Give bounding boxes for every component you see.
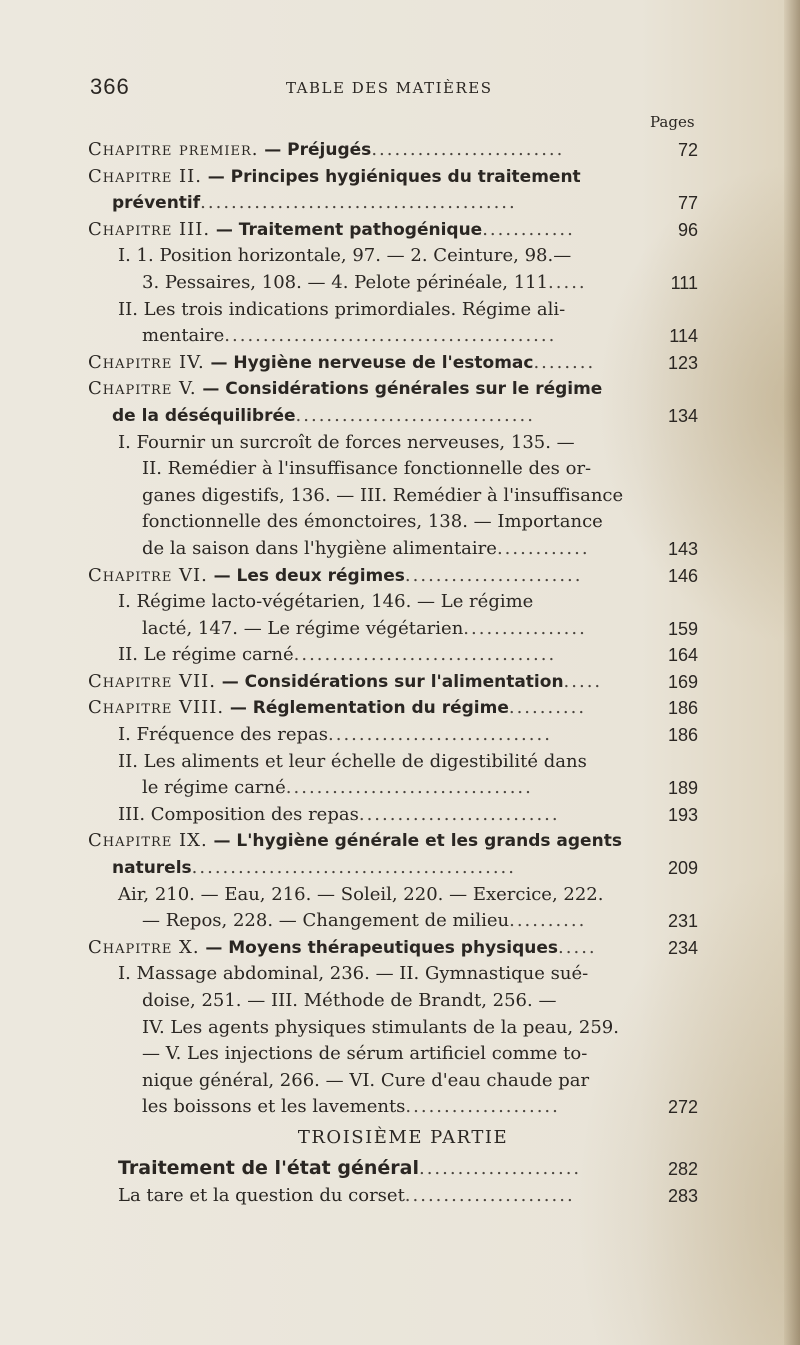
chapter-title: — Considérations générales sur le régime [202, 379, 603, 400]
page-ref: 134 [667, 405, 698, 426]
chapter-label: Chapitre VII. [88, 670, 216, 692]
section-text: I. Régime lacto-végétarien, 146. — Le régime [118, 591, 534, 613]
section-line: — V. Les injections de sérum artificiel comme to- [142, 1043, 588, 1065]
page-ref: 169 [667, 671, 698, 692]
chapter-title: — Hygiène nerveuse de l'estomac [210, 352, 534, 373]
section-line: doise, 251. — III. Méthode de Brandt, 256. — [142, 990, 557, 1011]
part-entry-text: La tare et la question du corset [118, 1184, 405, 1206]
toc-section: I. Fournir un surcroît de forces nerveuses, 135. — II. Remédier à l'insuffisance fonctionnelle des or- ganes digestifs, 136. — III. Remédier à l'insuffisance fonctionnelle des émonctoires, 138. — Importance de la saison dans l'hygiène alimentaire............ 143 [88, 430, 698, 563]
chapter-label: Chapitre IV. [88, 351, 205, 373]
toc-chapter-6: Chapitre VI. — Les deux régimes....................... 146 [88, 563, 698, 590]
page-ref: 114 [669, 326, 698, 347]
toc-section: II. Le régime carné.................................. 164 [88, 642, 698, 669]
section-text-cont: 3. Pessaires, 108. — 4. Pelote périnéale, 111 [142, 271, 549, 293]
section-line: de la saison dans l'hygiène alimentaire [142, 537, 497, 559]
section-line: fonctionnelle des émonctoires, 138. — Importance [142, 511, 603, 533]
chapter-title: — Considérations sur l'alimentation [221, 671, 564, 692]
page-ref: 164 [667, 645, 698, 666]
section-text: I. 1. Position horizontale, 97. — 2. Ceinture, 98.— [118, 245, 572, 267]
page-header [90, 74, 680, 104]
running-title: TABLE DES MATIÈRES [286, 79, 493, 97]
chapter-title: — Préjugés [264, 140, 372, 160]
chapter-label: Chapitre V. [88, 378, 197, 400]
toc-section: I. 1. Position horizontale, 97. — 2. Ceinture, 98.— 3. Pessaires, 108. — 4. Pelote périnéale, 111..... 111 [88, 243, 698, 296]
toc-section: I. Massage abdominal, 236. — II. Gymnastique sué- doise, 251. — III. Méthode de Brandt, 256. — IV. Les agents physiques stimulants de la peau, 259. — V. Les injections de sérum artificiel comme to- nique général, 266. — VI. Cure d'eau chaude par les boissons et les lavements.................... 272 [88, 961, 698, 1121]
pages-column-label: Pages [650, 113, 695, 131]
chapter-title: — L'hygiène générale et les grands agents [213, 831, 622, 852]
section-text: II. Les aliments et leur échelle de digestibilité dans [118, 750, 587, 772]
page-ref: 282 [667, 1158, 698, 1179]
chapter-title-cont: naturels [112, 858, 192, 879]
toc-section: I. Régime lacto-végétarien, 146. — Le régime lacté, 147. — Le régime végétarien................ 159 [88, 589, 698, 642]
toc-chapter-7: Chapitre VII. — Considérations sur l'alimentation..... 169 [88, 669, 698, 696]
chapter-label: Chapitre X. [88, 936, 200, 958]
chapter-label: Chapitre VI. [88, 564, 208, 586]
page-ref: 189 [667, 778, 698, 799]
section-text-cont: le régime carné [142, 777, 286, 799]
page-number: 366 [90, 74, 130, 99]
part-entry-title: Traitement de l'état général [118, 1156, 419, 1179]
page-ref: 231 [667, 911, 698, 932]
part-title: TROISIÈME PARTIE [297, 1126, 509, 1148]
chapter-title: — Réglementation du régime [229, 698, 509, 719]
chapter-label: Chapitre III. [88, 218, 211, 240]
page-ref: 77 [677, 193, 698, 214]
chapter-title-cont: préventif [112, 193, 201, 214]
toc-chapter-2: Chapitre II. — Principes hygiéniques du traitement préventif......................................... 77 [88, 164, 698, 217]
table-of-contents [88, 137, 698, 1209]
toc-section: II. Les aliments et leur échelle de digestibilité dans le régime carné................................ 189 [88, 749, 698, 802]
page-ref: 272 [667, 1097, 698, 1118]
page-ref: 146 [667, 565, 698, 586]
section-text-cont: mentaire [142, 325, 225, 347]
toc-chapter-9: Chapitre IX. — L'hygiène générale et les grands agents naturels.......................................... 209 [88, 828, 698, 881]
page-ref: 193 [667, 804, 698, 825]
page-ref: 123 [667, 352, 698, 373]
section-text: III. Composition des repas [118, 803, 359, 825]
chapter-title-cont: de la déséquilibrée [112, 405, 296, 426]
page-ref: 159 [667, 618, 698, 639]
toc-chapter-4: Chapitre IV. — Hygiène nerveuse de l'estomac........ 123 [88, 350, 698, 377]
page-ref: 209 [667, 858, 698, 879]
toc-chapter-1: Chapitre premier. — Préjugés......................... 72 [88, 137, 698, 164]
section-line: I. Massage abdominal, 236. — II. Gymnastique sué- [118, 963, 589, 985]
chapter-label: Chapitre II. [88, 165, 202, 187]
section-line: IV. Les agents physiques stimulants de la peau, 259. [142, 1016, 619, 1038]
chapter-title: — Les deux régimes [213, 565, 405, 586]
page-ref: 186 [667, 698, 698, 719]
page-ref: 143 [667, 538, 698, 559]
toc-part-entry: La tare et la question du corset...................... 283 [88, 1183, 698, 1210]
page-ref: 72 [677, 140, 698, 160]
page-ref: 111 [670, 272, 698, 293]
page-edge-shadow [784, 0, 800, 1345]
section-text: II. Le régime carné [118, 644, 294, 666]
section-text: I. Fréquence des repas [118, 724, 328, 746]
section-line: II. Remédier à l'insuffisance fonctionnelle des or- [142, 458, 592, 480]
toc-part-entry: Traitement de l'état général..................... 282 [88, 1155, 698, 1183]
section-line: I. Fournir un surcroît de forces nerveuses, 135. — [118, 431, 575, 453]
chapter-title: — Moyens thérapeutiques physiques [205, 937, 559, 958]
chapter-title: — Traitement pathogénique [215, 219, 483, 240]
section-text: II. Les trois indications primordiales. Régime ali- [118, 298, 566, 320]
toc-chapter-3: Chapitre III. — Traitement pathogénique............ 96 [88, 217, 698, 244]
chapter-title: — Principes hygiéniques du traitement [207, 166, 581, 187]
section-line: ganes digestifs, 136. — III. Remédier à l'insuffisance [142, 484, 624, 506]
section-line: les boissons et les lavements [142, 1096, 406, 1118]
section-text-cont: lacté, 147. — Le régime végétarien [142, 617, 464, 639]
page-ref: 96 [677, 219, 698, 240]
toc-section: Air, 210. — Eau, 216. — Soleil, 220. — Exercice, 222. — Repos, 228. — Changement de milieu.......... 231 [88, 882, 698, 935]
page-ref: 186 [667, 725, 698, 746]
toc-chapter-8: Chapitre VIII. — Réglementation du régime.......... 186 [88, 695, 698, 722]
toc-chapter-10: Chapitre X. — Moyens thérapeutiques physiques..... 234 [88, 935, 698, 962]
toc-section: I. Fréquence des repas............................. 186 [88, 722, 698, 749]
toc-section: III. Composition des repas.......................... 193 [88, 802, 698, 829]
section-line: nique général, 266. — VI. Cure d'eau chaude par [142, 1069, 590, 1091]
toc-section: II. Les trois indications primordiales. Régime ali- mentaire........................................... 114 [88, 297, 698, 350]
section-text: Air, 210. — Eau, 216. — Soleil, 220. — Exercice, 222. [118, 883, 604, 905]
page-ref: 283 [667, 1185, 698, 1206]
page-ref: 234 [667, 937, 698, 958]
toc-chapter-5: Chapitre V. — Considérations générales sur le régime de la déséquilibrée............................... 134 [88, 376, 698, 429]
section-text-cont: — Repos, 228. — Changement de milieu [142, 910, 510, 932]
chapter-label: Chapitre VIII. [88, 697, 225, 719]
chapter-label: Chapitre IX. [88, 830, 208, 852]
chapter-label: Chapitre premier. [88, 139, 259, 160]
